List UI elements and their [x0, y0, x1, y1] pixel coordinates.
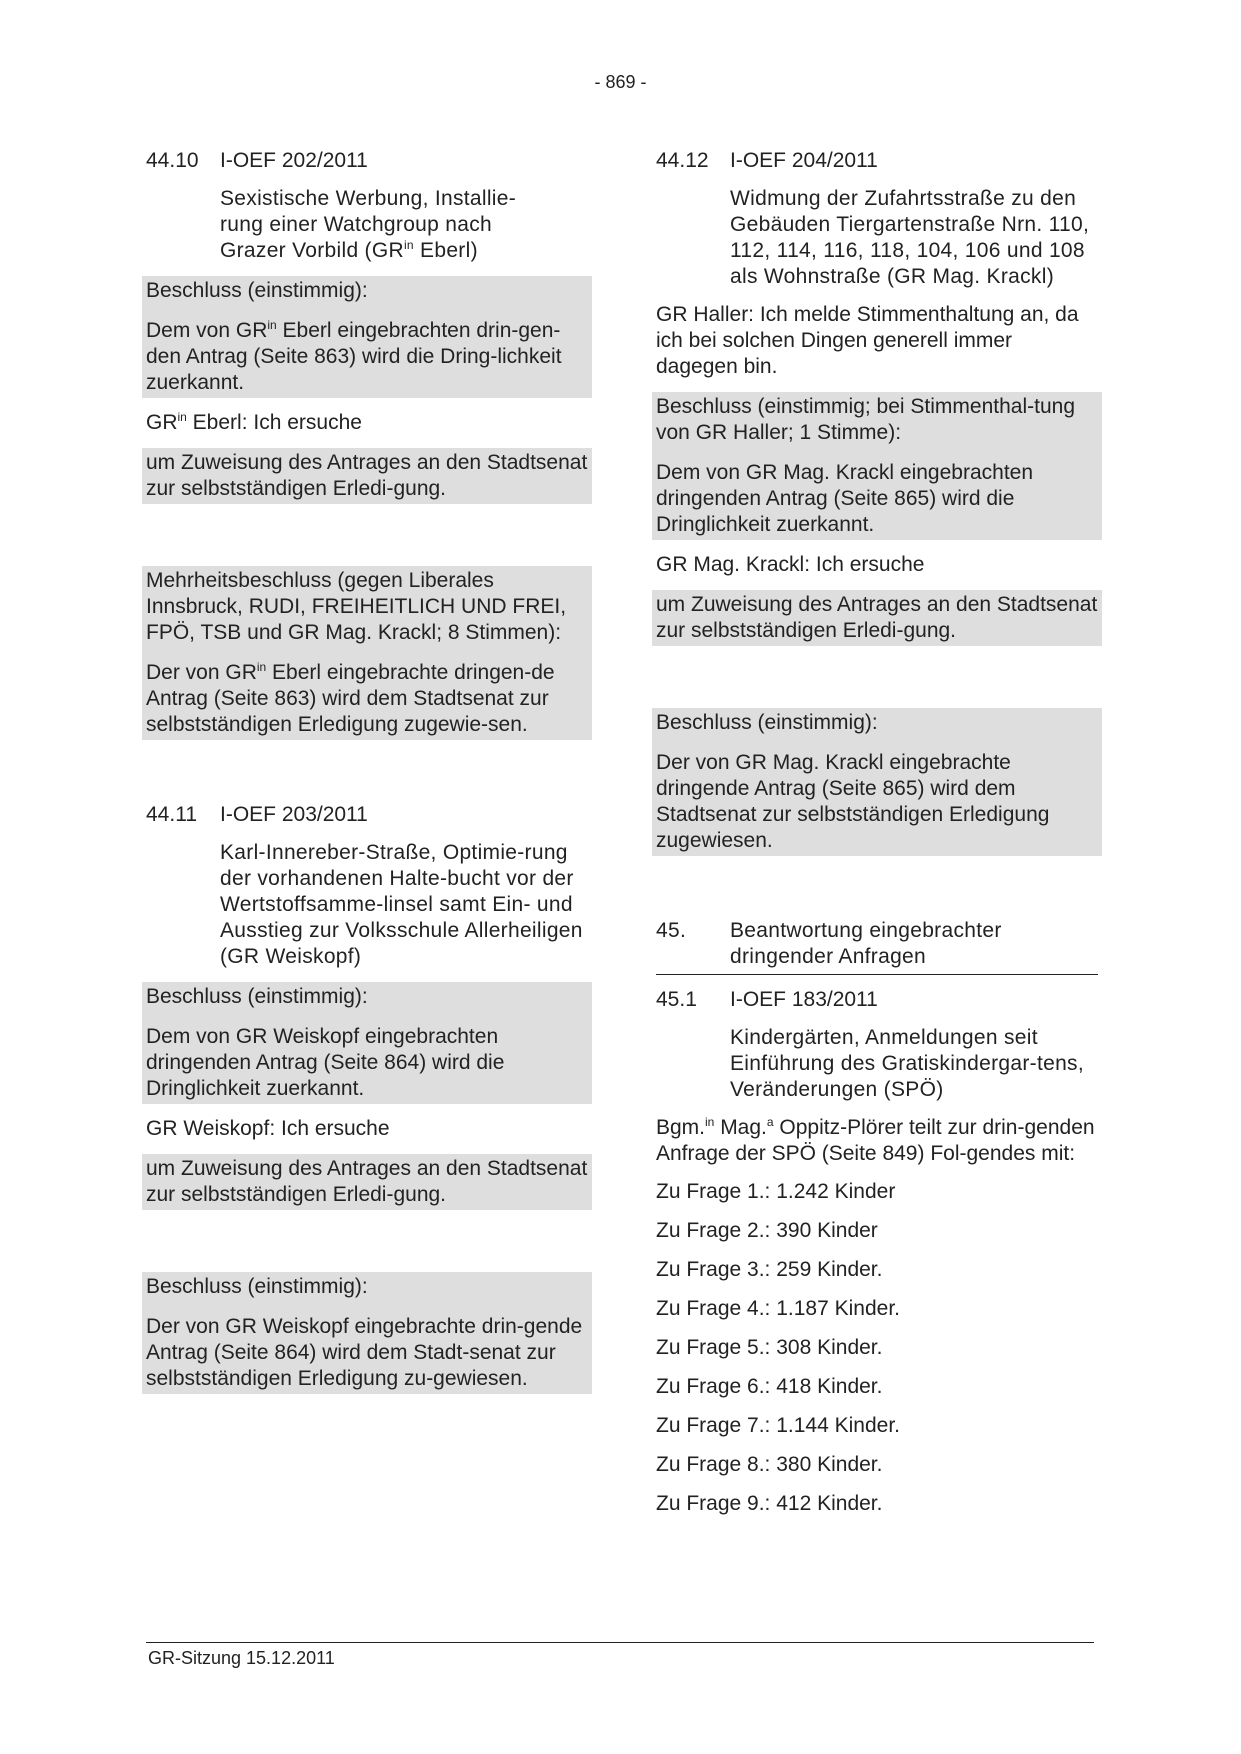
answer-item: Zu Frage 9.: 412 Kinder.	[656, 1492, 883, 1515]
resolution-text: Dem von $GR^{in}$ Eberl eingebrachten drin-genden Antrag (Seite 863) wird die Dring-lichkeit zuerkannt.	[142, 306, 592, 398]
item-subject: Widmung der Zufahrtsstraße zu den Gebäuden Tiergartenstraße Nrn. 110, 112, 114, 116, 118, 104, 106 und 108 als Wohnstraße (GR Mag. Krackl)	[730, 187, 1090, 288]
request-text: um Zuweisung des Antrages an den Stadtsenat zur selbstständigen Erledi-gung.	[142, 1154, 592, 1210]
item-reference: I-OEF 202/2011	[220, 149, 368, 172]
request-text: um Zuweisung des Antrages an den Stadtsenat zur selbstständigen Erledi-gung.	[142, 448, 592, 504]
answer-item: Zu Frage 7.: 1.144 Kinder.	[656, 1414, 900, 1437]
section-title: Beantwortung eingebrachter dringender Anfragen	[730, 919, 1002, 968]
resolution-title: Mehrheitsbeschluss (gegen Liberales Innsbruck, RUDI, FREIHEITLICH UND FREI, FPÖ, TSB und GR Mag. Krackl; 8 Stimmen):	[142, 566, 592, 648]
resolution-title: Beschluss (einstimmig):	[142, 1272, 592, 1302]
speaker-statement: $GR^{in}$ Eberl: Ich ersuche	[146, 410, 362, 434]
right-column	[656, 148, 1098, 1530]
item-heading-44-12	[656, 148, 1098, 174]
speaker-statement: GR Haller: Ich melde Stimmenthaltung an, da ich bei solchen Dingen generell immer dagegen bin.	[656, 303, 1079, 378]
speaker-statement: GR Mag. Krackl: Ich ersuche	[656, 553, 925, 576]
answer-intro: Bgm.$^{in}$ Mag.$^a$ Oppitz-Plörer teilt zur drin-genden Anfrage der SPÖ (Seite 849) Fol-gendes mit:	[656, 1115, 1095, 1165]
resolution-text: Der von $GR^{in}$ Eberl eingebrachte dringen-de Antrag (Seite 863) wird dem Stadtsenat zur selbstständigen Erledigung zugewie-sen.	[142, 648, 592, 740]
resolution-title: Beschluss (einstimmig):	[142, 982, 592, 1012]
request-text: um Zuweisung des Antrages an den Stadtsenat zur selbstständigen Erledi-gung.	[652, 590, 1102, 646]
item-number: 45.1	[656, 988, 697, 1011]
speaker-statement: GR Weiskopf: Ich ersuche	[146, 1117, 390, 1140]
item-heading-45-1	[656, 987, 1098, 1013]
item-number: 44.10	[146, 149, 199, 172]
answer-item: Zu Frage 4.: 1.187 Kinder.	[656, 1297, 900, 1320]
answer-item: Zu Frage 6.: 418 Kinder.	[656, 1375, 883, 1398]
answer-item: Zu Frage 8.: 380 Kinder.	[656, 1453, 883, 1476]
item-subject: Kindergärten, Anmeldungen seit Einführung des Gratiskindergar-tens, Veränderungen (SPÖ)	[730, 1026, 1084, 1101]
item-reference: I-OEF 183/2011	[730, 988, 878, 1011]
answer-item: Zu Frage 1.: 1.242 Kinder	[656, 1180, 896, 1203]
resolution-text: Dem von GR Mag. Krackl eingebrachten dringenden Antrag (Seite 865) wird die Dringlichkeit zuerkannt.	[652, 448, 1102, 540]
item-heading-44-11	[146, 802, 588, 828]
resolution-title: Beschluss (einstimmig):	[652, 708, 1102, 738]
resolution-text: Dem von GR Weiskopf eingebrachten dringenden Antrag (Seite 864) wird die Dringlichkeit zuerkannt.	[142, 1012, 592, 1104]
resolution-title: Beschluss (einstimmig; bei Stimmenthal-tung von GR Haller; 1 Stimme):	[652, 392, 1102, 448]
answer-item: Zu Frage 2.: 390 Kinder	[656, 1219, 878, 1242]
footer-divider	[146, 1642, 1094, 1643]
item-subject: Karl-Innereber-Straße, Optimie-rung der vorhandenen Halte-bucht vor der Wertstoffsamme-linsel samt Ein- und Ausstieg zur Volksschule Allerheiligen (GR Weiskopf)	[220, 841, 583, 968]
item-number: 44.12	[656, 149, 709, 172]
item-subject: Sexistische Werbung, Installie- rung einer Watchgroup nach Grazer Vorbild ($GR^{in}$ Eberl)	[220, 187, 517, 262]
resolution-text: Der von GR Mag. Krackl eingebrachte dringende Antrag (Seite 865) wird dem Stadtsenat zur selbstständigen Erledigung zugewiesen.	[652, 738, 1102, 856]
item-reference: I-OEF 204/2011	[730, 149, 878, 172]
section-heading-45	[656, 918, 1098, 975]
resolution-text: Der von GR Weiskopf eingebrachte drin-gende Antrag (Seite 864) wird dem Stadt-senat zur selbstständigen Erledigung zu-gewiesen.	[142, 1302, 592, 1394]
item-number: 44.11	[146, 803, 197, 826]
answer-item: Zu Frage 3.: 259 Kinder.	[656, 1258, 883, 1281]
resolution-title: Beschluss (einstimmig):	[142, 276, 592, 306]
item-heading-44-10	[146, 148, 588, 174]
section-number: 45.	[656, 919, 687, 942]
answer-item: Zu Frage 5.: 308 Kinder.	[656, 1336, 883, 1359]
page-number: - 869 -	[594, 72, 647, 92]
footer-text: GR-Sitzung 15.12.2011	[148, 1648, 335, 1668]
left-column	[146, 148, 588, 1406]
item-reference: I-OEF 203/2011	[220, 803, 368, 826]
